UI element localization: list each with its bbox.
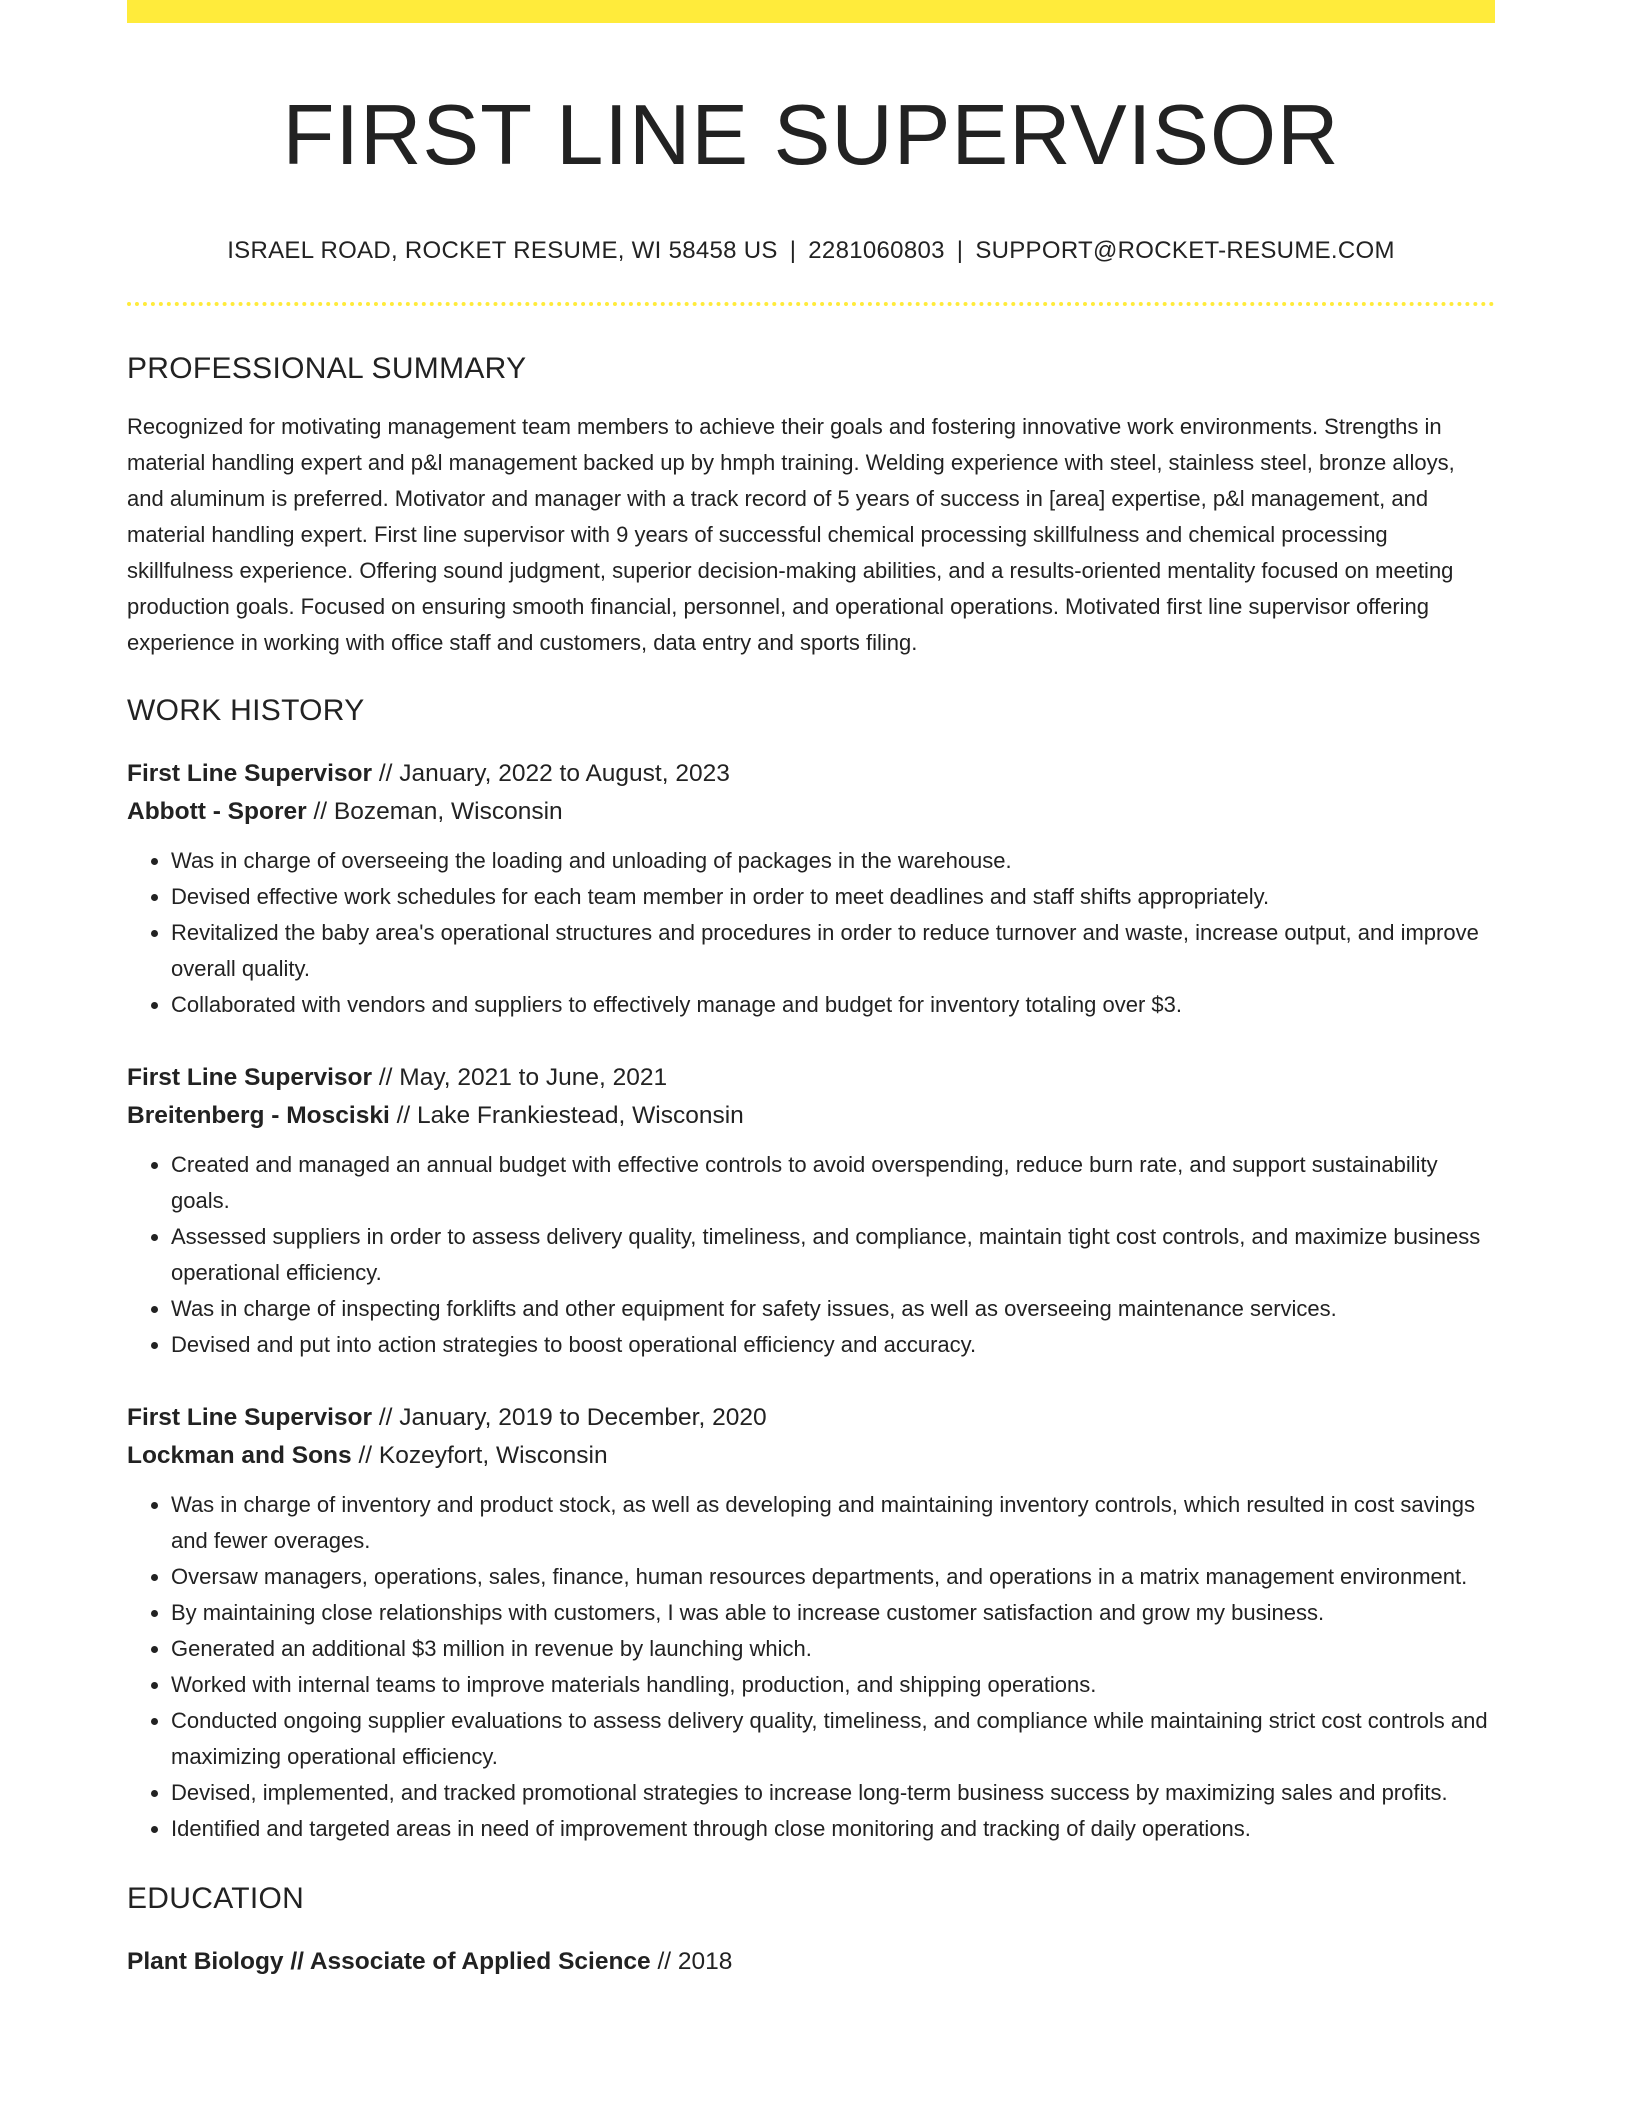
bullet-item: • Oversaw managers, operations, sales, finance, human resources departments, and operations in a matrix management environment.	[171, 1559, 1495, 1595]
contact-separator: |	[789, 237, 797, 264]
job-company: Abbott - Sporer	[127, 797, 307, 825]
contact-phone: 2281060803	[808, 237, 945, 264]
bullet-item: • Assessed suppliers in order to assess delivery quality, timeliness, and compliance, maintain tight cost controls, and maximize business operational efficiency.	[171, 1219, 1495, 1291]
job-company: Breitenberg - Mosciski	[127, 1101, 390, 1129]
bullet-item: • Collaborated with vendors and suppliers to effectively manage and budget for inventory totaling over $3.	[171, 987, 1495, 1023]
bullet-item: • Revitalized the baby area's operational structures and procedures in order to reduce turnover and waste, increase output, and improve overall quality.	[171, 915, 1495, 987]
job-bullets	[127, 843, 1495, 1023]
bullet-item: • Was in charge of inspecting forklifts and other equipment for safety issues, as well as overseeing maintenance services.	[171, 1291, 1495, 1327]
job-location: // Lake Frankiestead, Wisconsin	[389, 1101, 744, 1129]
contact-line	[127, 237, 1495, 266]
job-company-line	[127, 793, 1495, 831]
summary-heading: PROFESSIONAL SUMMARY	[127, 351, 527, 385]
work-history-heading: WORK HISTORY	[127, 693, 365, 727]
job-title: First Line Supervisor	[127, 1403, 373, 1431]
contact-email: SUPPORT@ROCKET-RESUME.COM	[975, 237, 1395, 264]
job-entry	[127, 1059, 1495, 1363]
job-bullets	[127, 1147, 1495, 1363]
job-company-line	[127, 1437, 1495, 1475]
job-dates: // January, 2022 to August, 2023	[372, 759, 730, 787]
job-entry	[127, 1399, 1495, 1847]
job-location: // Kozeyfort, Wisconsin	[351, 1441, 608, 1469]
bullet-item: • Was in charge of overseeing the loading and unloading of packages in the warehouse.	[171, 843, 1495, 879]
bullet-item: • Devised effective work schedules for each team member in order to meet deadlines and staff shifts appropriately.	[171, 879, 1495, 915]
contact-separator: |	[956, 237, 964, 264]
job-location: // Bozeman, Wisconsin	[306, 797, 563, 825]
job-entry	[127, 755, 1495, 1023]
bullet-item: • Devised and put into action strategies to boost operational efficiency and accuracy.	[171, 1327, 1495, 1363]
bullet-item: • Conducted ongoing supplier evaluations to assess delivery quality, timeliness, and compliance while maintaining strict cost controls and maximizing operational efficiency.	[171, 1703, 1495, 1775]
job-company: Lockman and Sons	[127, 1441, 352, 1469]
summary-text: Recognized for motivating management team members to achieve their goals and fostering innovative work environments. Strengths in material handling expert and p&l management backed up by hmph training. Welding experience with steel, stainless steel, bronze alloys, and aluminum is preferred. Motivator and manager with a track record of 5 years of success in [area] expertise, p&l management, and material handling expert. First line supervisor with 9 years of successful chemical processing skillfulness and chemical processing skillfulness experience. Offering sound judgment, superior decision-making abilities, and a results-oriented mentality focused on meeting production goals. Focused on ensuring smooth financial, personnel, and operational operations. Motivated first line supervisor offering experience in working with office staff and customers, data entry and sports filing.	[127, 413, 1455, 655]
job-dates: // January, 2019 to December, 2020	[372, 1403, 767, 1431]
bullet-item: • Created and managed an annual budget with effective controls to avoid overspending, reduce burn rate, and support sustainability goals.	[171, 1147, 1495, 1219]
bullet-item: • Identified and targeted areas in need of improvement through close monitoring and tracking of daily operations.	[171, 1811, 1495, 1847]
job-company-line	[127, 1097, 1495, 1135]
job-dates: // May, 2021 to June, 2021	[372, 1063, 668, 1091]
top-accent-bar	[127, 0, 1495, 23]
bullet-item: • Worked with internal teams to improve materials handling, production, and shipping operations.	[171, 1667, 1495, 1703]
education-heading: EDUCATION	[127, 1881, 305, 1915]
bullet-item: • Was in charge of inventory and product stock, as well as developing and maintaining inventory controls, which resulted in cost savings and fewer overages.	[171, 1487, 1495, 1559]
resume-page	[127, 0, 1495, 1981]
education-degree: Plant Biology // Associate of Applied Science	[127, 1947, 651, 1975]
education-entry	[127, 1943, 1495, 1981]
education-year: // 2018	[650, 1947, 733, 1975]
job-title: First Line Supervisor	[127, 1063, 373, 1091]
job-title-line	[127, 1059, 1495, 1097]
contact-address: ISRAEL ROAD, ROCKET RESUME, WI 58458 US	[227, 237, 778, 264]
job-title-line	[127, 755, 1495, 793]
bullet-item: • By maintaining close relationships with customers, I was able to increase customer satisfaction and grow my business.	[171, 1595, 1495, 1631]
bullet-item: • Devised, implemented, and tracked promotional strategies to increase long-term business success by maximizing sales and profits.	[171, 1775, 1495, 1811]
resume-name: FIRST LINE SUPERVISOR	[282, 88, 1340, 183]
job-title: First Line Supervisor	[127, 759, 373, 787]
bullet-item: • Generated an additional $3 million in revenue by launching which.	[171, 1631, 1495, 1667]
job-bullets	[127, 1487, 1495, 1847]
job-title-line	[127, 1399, 1495, 1437]
dotted-divider	[127, 302, 1495, 306]
